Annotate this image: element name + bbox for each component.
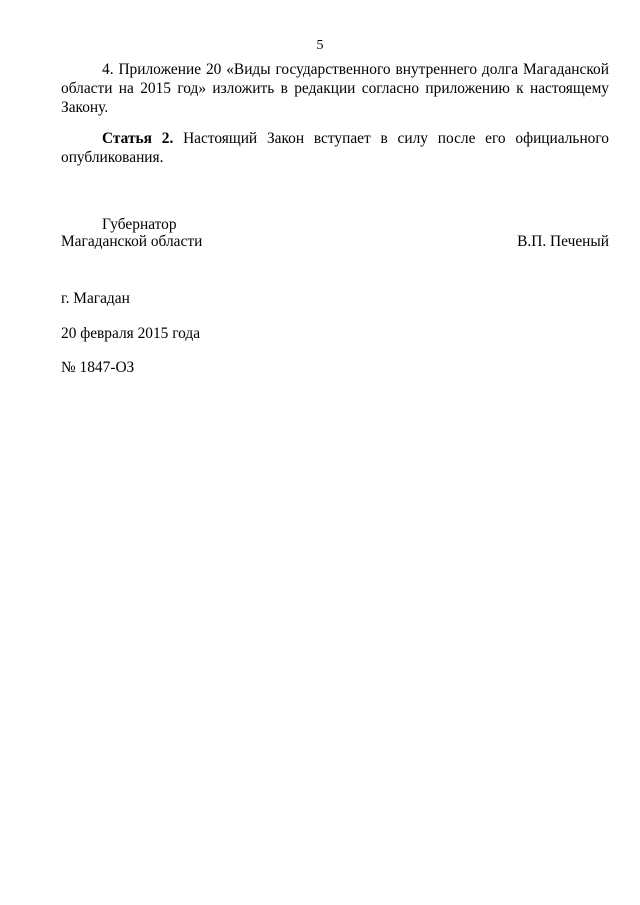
- signer-name: В.П. Печеный: [517, 233, 609, 250]
- city: г. Магадан: [61, 290, 130, 307]
- article-2-heading: Статья 2.: [102, 130, 174, 147]
- signature-row: [61, 233, 609, 250]
- signer-title-line1: Губернатор: [102, 216, 177, 233]
- page-number: 5: [316, 38, 324, 53]
- law-number: № 1847-ОЗ: [61, 359, 135, 376]
- paragraph-appendix-20: 4. Приложение 20 «Виды государственного внутреннего долга Магаданской области на 2015 год» изложить в редакции согласно приложению к настоящему Закону.: [61, 61, 609, 117]
- signer-title-line2: Магаданской области: [61, 233, 203, 250]
- article-2-text: Настоящий Закон вступает в силу после его официального опубликования.: [61, 130, 609, 167]
- article-2-paragraph: [61, 129, 609, 167]
- date: 20 февраля 2015 года: [61, 325, 201, 342]
- signature-block: [61, 216, 609, 250]
